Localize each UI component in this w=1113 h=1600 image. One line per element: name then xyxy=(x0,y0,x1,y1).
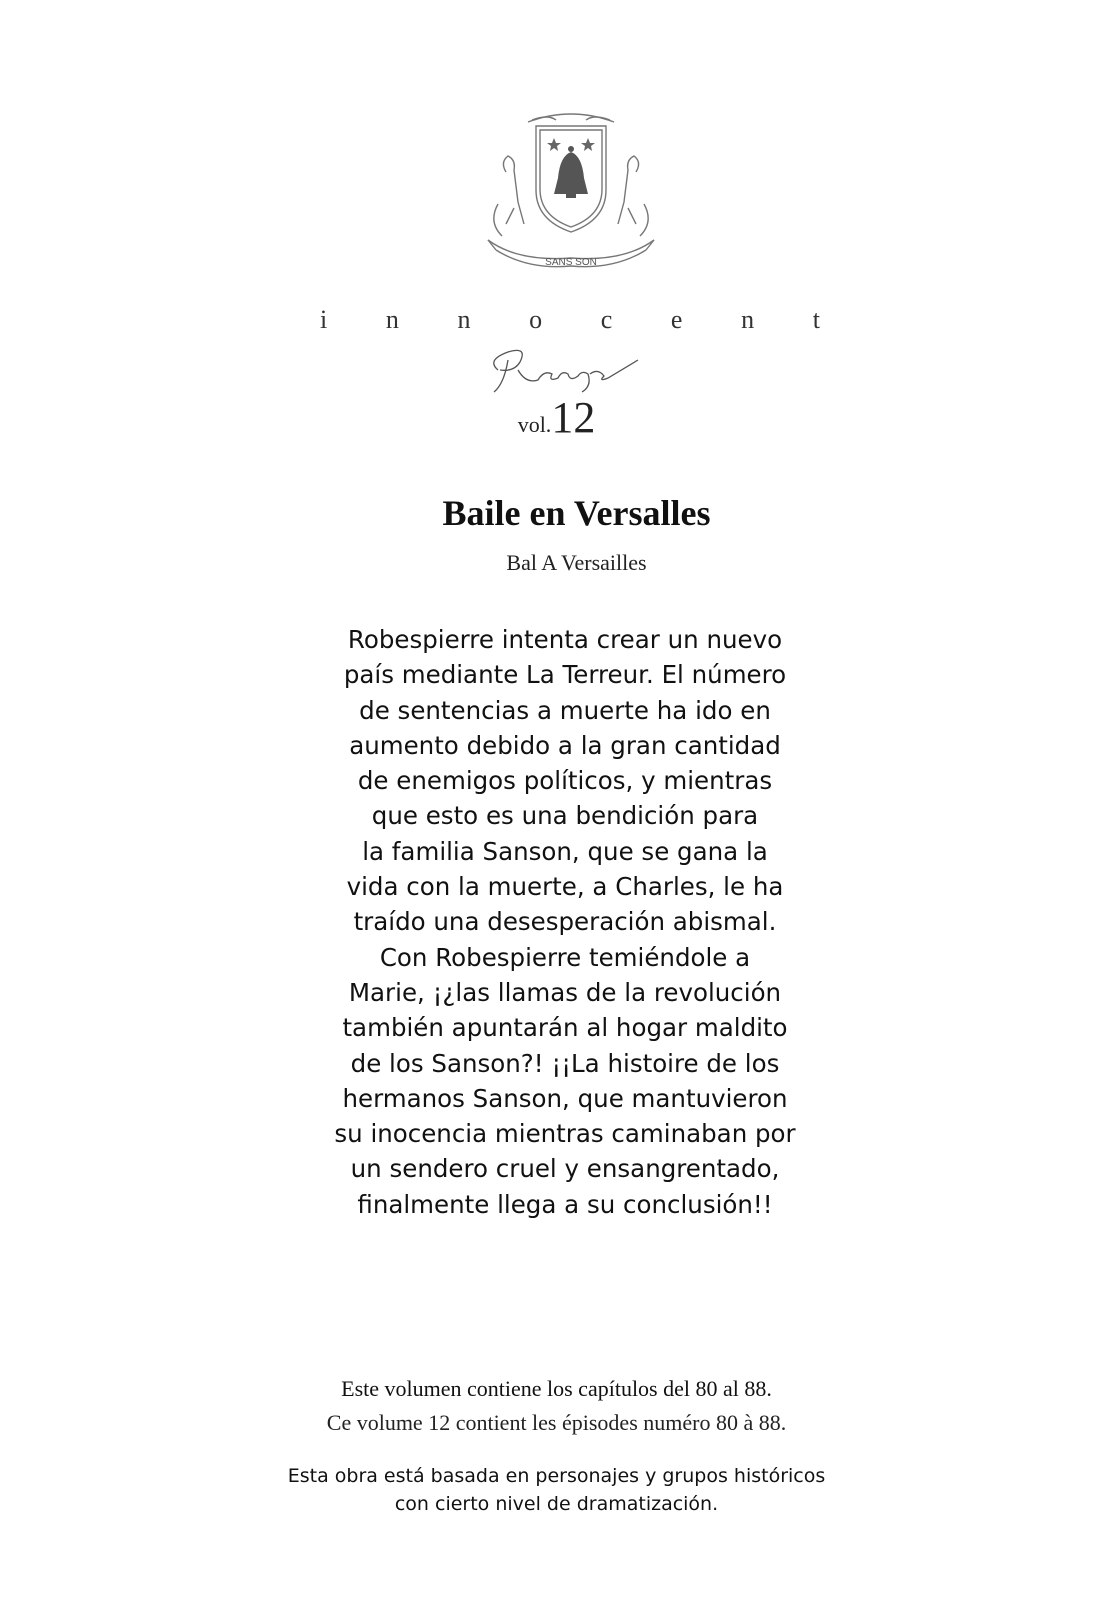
note-line: con cierto nivel de dramatización. xyxy=(394,1493,719,1515)
synopsis-line: Marie, ¡¿las llamas de la revolución xyxy=(348,977,782,1007)
synopsis-line: país mediante La Terreur. El número xyxy=(343,660,787,690)
chapter-subtitle: Bal A Versailles xyxy=(506,550,647,575)
series-letter: i xyxy=(320,305,328,334)
chapter-title: Baile en Versalles xyxy=(442,493,711,533)
volume-label xyxy=(0,392,1113,443)
synopsis-line: de enemigos políticos, y mientras xyxy=(357,766,773,796)
series-letter: e xyxy=(670,305,683,334)
series-letter: n xyxy=(385,305,399,334)
synopsis-line: hermanos Sanson, que mantuvieron xyxy=(342,1083,788,1113)
synopsis-line: la familia Sanson, que se gana la xyxy=(362,836,768,866)
synopsis-line: de los Sanson?! ¡¡La histoire de los xyxy=(350,1048,780,1078)
coat-of-arms-emblem xyxy=(478,112,664,280)
synopsis-line: vida con la muerte, a Charles, le ha xyxy=(346,872,784,902)
rouge-script-logo xyxy=(478,340,658,400)
series-letter: t xyxy=(812,305,820,334)
synopsis-line: un sendero cruel y ensangrentado, xyxy=(350,1154,780,1184)
synopsis-line: Robespierre intenta crear un nuevo xyxy=(347,625,783,654)
series-letter: o xyxy=(529,305,543,334)
synopsis-line: también apuntarán al hogar maldito xyxy=(342,1013,788,1043)
series-letter: n xyxy=(457,305,471,334)
chapters-info-french: Ce volume 12 contient les épisodes numéro 80 à 88. xyxy=(326,1410,787,1435)
synopsis-line: su inocencia mientras caminaban por xyxy=(334,1119,796,1149)
series-letter: n xyxy=(741,305,755,334)
synopsis-line: finalmente llega a su conclusión!! xyxy=(357,1189,773,1219)
note-line: Esta obra está basada en personajes y grupos históricos xyxy=(287,1465,826,1487)
synopsis xyxy=(330,622,800,1222)
series-title xyxy=(320,305,820,335)
synopsis-line: Con Robespierre temiéndole a xyxy=(379,942,751,972)
series-letter: c xyxy=(600,305,613,334)
synopsis-line: aumento debido a la gran cantidad xyxy=(349,730,781,760)
synopsis-line: traído una desesperación abismal. xyxy=(353,907,777,937)
chapters-info-spanish: Este volumen contiene los capítulos del 80 al 88. xyxy=(341,1376,772,1401)
synopsis-line: de sentencias a muerte ha ido en xyxy=(359,695,771,725)
volume-number: 12 xyxy=(551,393,596,442)
crest-motto: SANS SON xyxy=(545,257,597,268)
dramatization-note xyxy=(0,1462,1113,1518)
synopsis-line: que esto es una bendición para xyxy=(371,801,759,831)
volume-prefix: vol. xyxy=(517,412,552,437)
